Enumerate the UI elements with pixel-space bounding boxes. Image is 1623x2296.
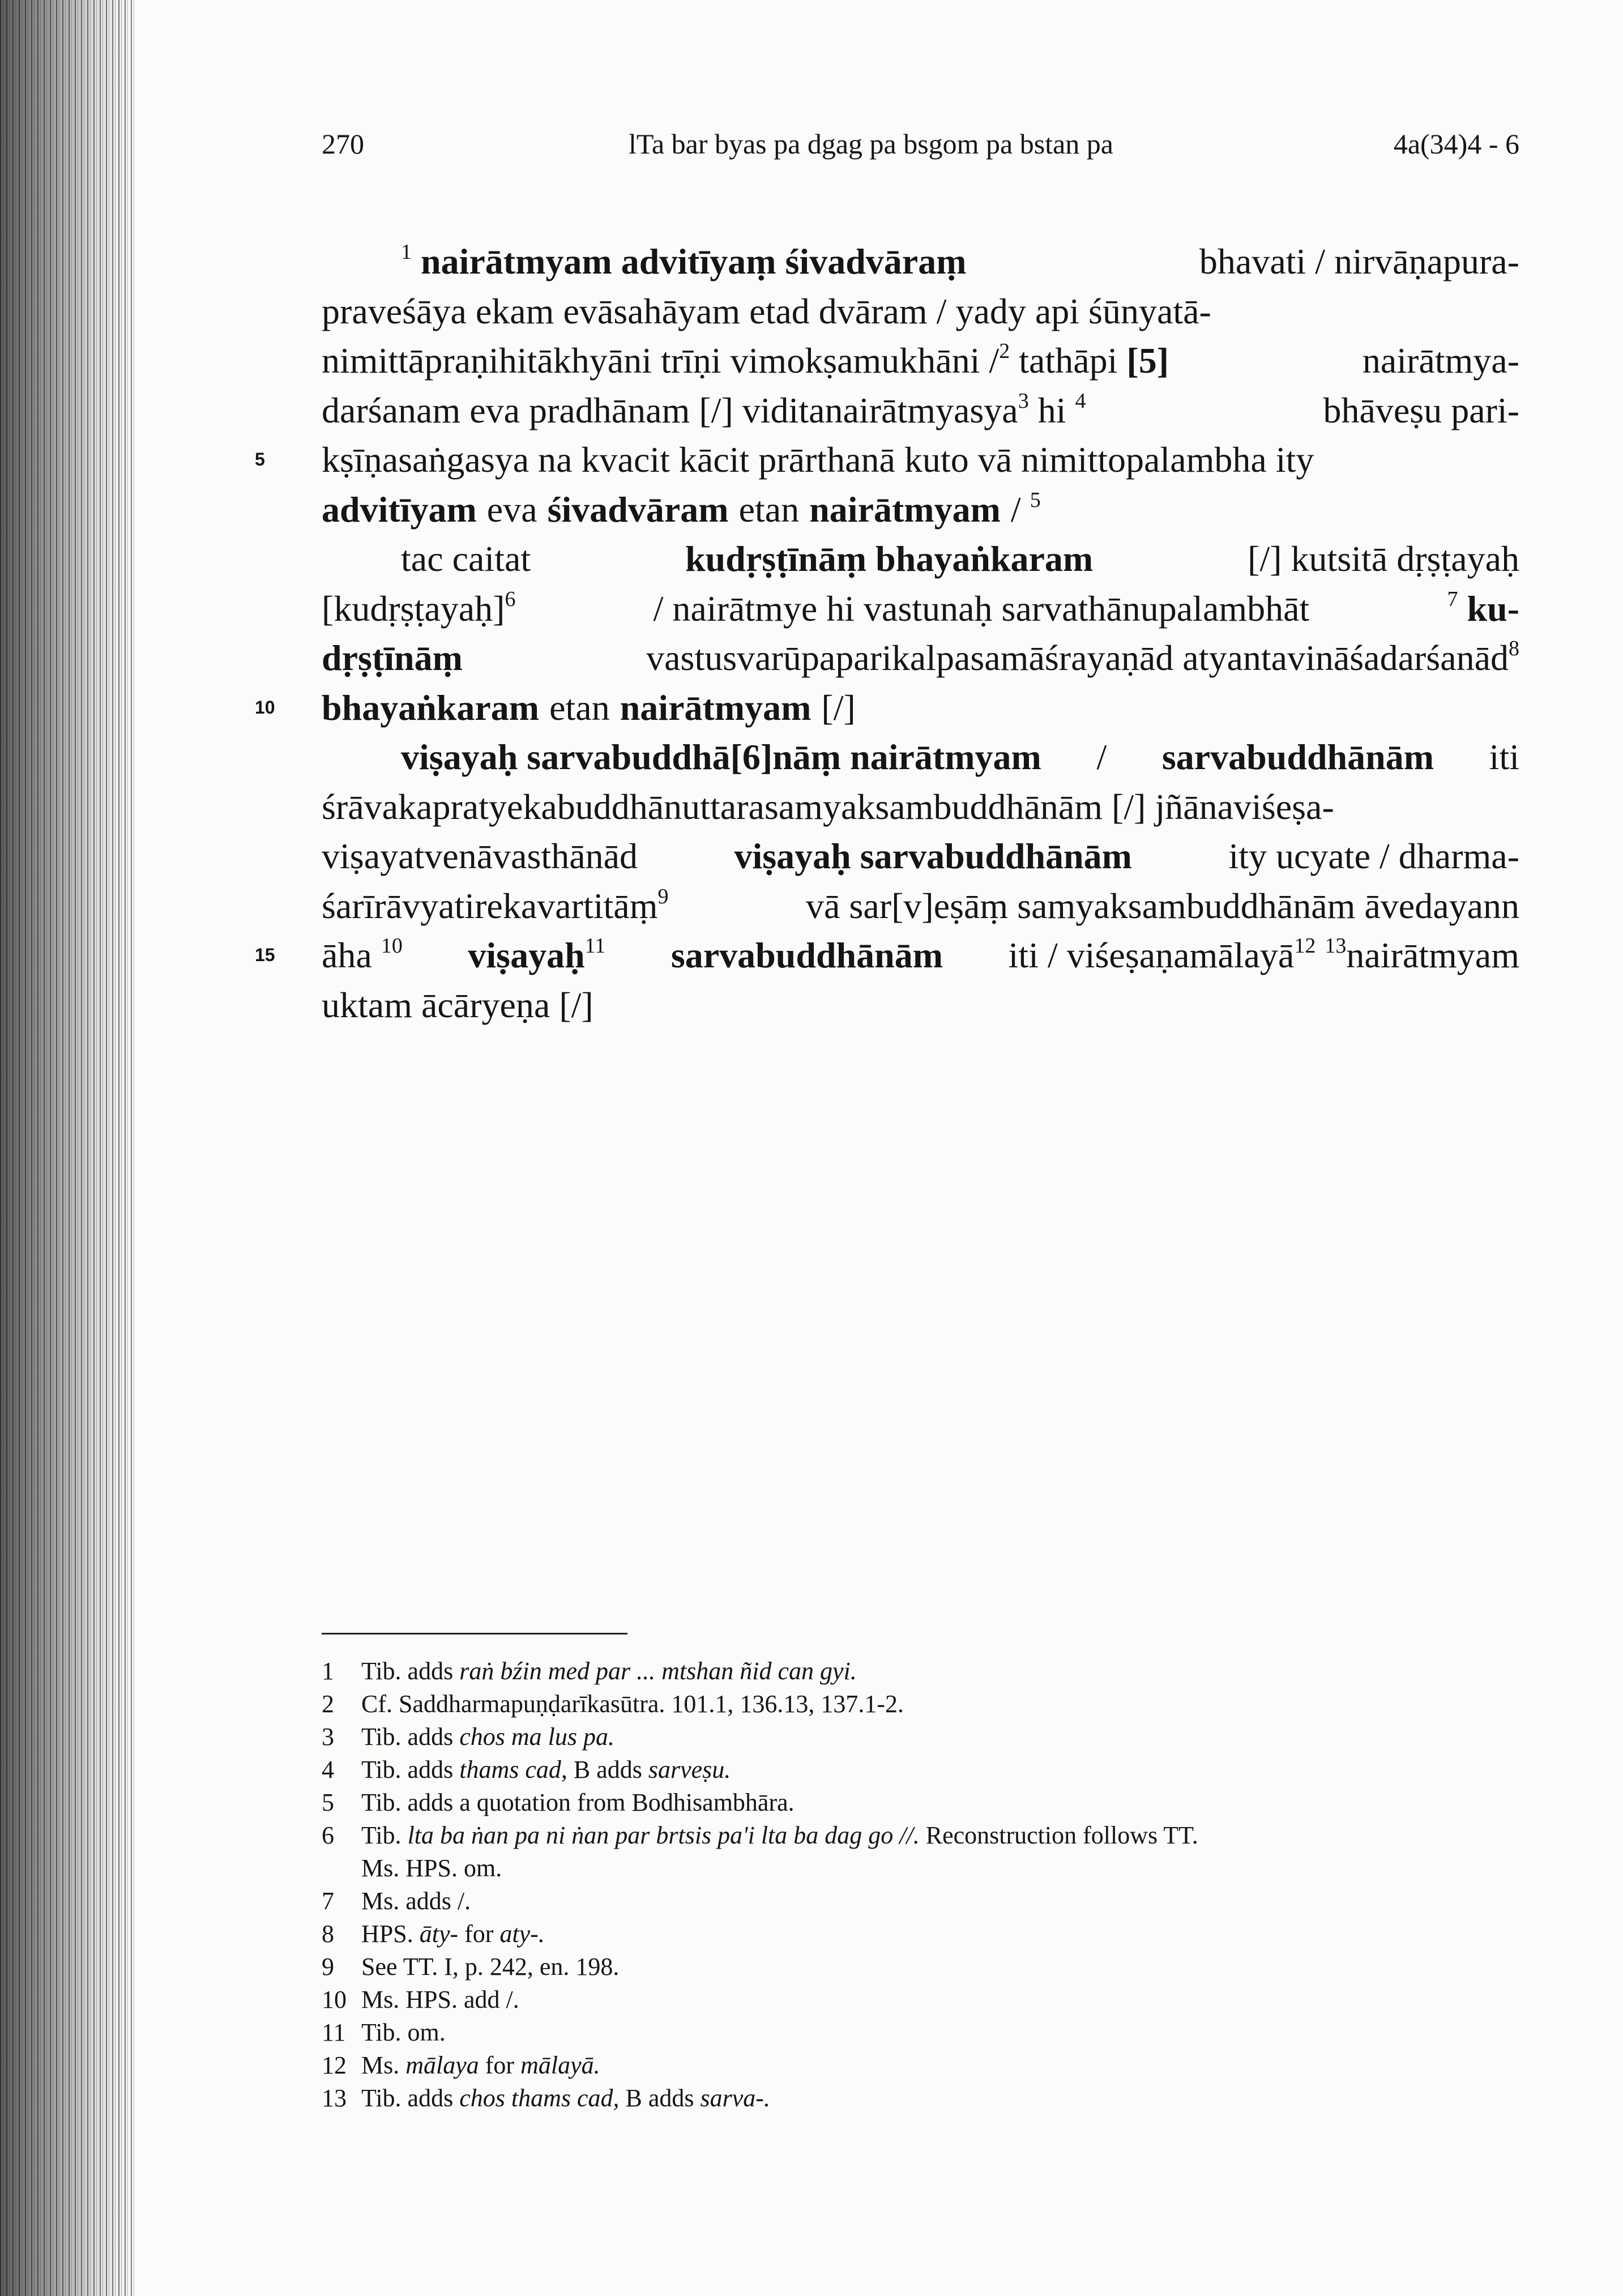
footnote: 10 Ms. HPS. add /. bbox=[322, 1986, 519, 2013]
folio-reference: 4a(34)4 - 6 bbox=[1393, 128, 1519, 160]
footnote: 5 Tib. adds a quotation from Bodhisambhāra. bbox=[322, 1789, 795, 1816]
text-line: viṣayatvenāvasthānād viṣayaḥ sarvabuddhānām ity ucyate / dharma- bbox=[322, 836, 1519, 876]
text-line: śrāvakapratyekabuddhānuttarasamyaksambuddhānām [/] jñānaviśeṣa- bbox=[322, 786, 1334, 827]
footnote: 7 Ms. adds /. bbox=[322, 1887, 471, 1915]
footnote-divider bbox=[322, 1633, 627, 1634]
text-line: nimittāpraṇihitākhyāni trīṇi vimokṣamukhāni /$^2$ tathāpi [5] nairātmya- bbox=[322, 339, 1519, 381]
text-line: $^1$ nairātmyam advitīyaṃ śivadvāraṃ bhavati / nirvāṇapura- bbox=[401, 240, 1519, 281]
text-line: praveśāya ekam evāsahāyam etad dvāram / yady api śūnyatā- bbox=[322, 291, 1211, 331]
footnote: 12 Ms. mālaya for mālayā. bbox=[322, 2051, 600, 2079]
text-line: 10 bhayaṅkaram etan nairātmyam [/] bbox=[322, 683, 1519, 733]
text-line: 15 āha $^{10}$ viṣayaḥ$^{11}$ sarvabuddhānām iti / viśeṣaṇamālayā$^{12}$ $^{13}$nairātmyam bbox=[322, 931, 1519, 980]
text-line: uktam ācāryeṇa [/] bbox=[322, 984, 593, 1025]
text-line: 5 kṣīṇasaṅgasya na kvacit kācit prārthanā kuto vā nimittopalambha ity bbox=[322, 435, 1519, 485]
footnotes bbox=[322, 1655, 1519, 2115]
footnote: 4 Tib. adds thams cad, B adds sarveṣu. bbox=[322, 1756, 731, 1783]
running-title: lTa bar byas pa dgag pa bsgom pa bstan pa bbox=[629, 128, 1113, 160]
page-number: 270 bbox=[322, 128, 364, 160]
text-line: darśanam eva pradhānam [/] viditanairātmyasya$^3$ hi $^4$ bhāveṣu pari- bbox=[322, 389, 1519, 430]
text-line: tac caitat kudṛṣṭīnāṃ bhayaṅkaram [/] kutsitā dṛṣṭayaḥ bbox=[401, 539, 1519, 579]
running-header bbox=[322, 127, 1519, 167]
footnote: 3 Tib. adds chos ma lus pa. bbox=[322, 1723, 614, 1751]
text-line: [kudṛṣṭayaḥ]$^6$ / nairātmye hi vastunaḥ sarvathānupalambhāt $^7$ ku- bbox=[322, 587, 1519, 629]
line-number: 5 bbox=[255, 449, 265, 470]
footnote: 9 See TT. I, p. 242, en. 198. bbox=[322, 1953, 620, 1981]
text-line: śarīrāvyatirekavartitāṃ$^9$ vā sar[v]eṣāṃ samyaksambuddhānām āvedayann bbox=[322, 884, 1519, 926]
line-number: 15 bbox=[255, 945, 275, 965]
footnote: 11 Tib. om. bbox=[322, 2018, 446, 2046]
text-line: advitīyam eva śivadvāram etan nairātmyam / $^5$ bbox=[322, 488, 1041, 530]
footnote: 13 Tib. adds chos thams cad, B adds sarva-. bbox=[322, 2084, 770, 2112]
text-line: dṛṣṭīnāṃ vastusvarūpaparikalpasamāśrayaṇād atyantavināśadarśanād$^8$ bbox=[322, 637, 1519, 678]
main-text bbox=[255, 237, 1519, 1030]
text-line: viṣayaḥ sarvabuddhā[6]nāṃ nairātmyam / sarvabuddhānām iti bbox=[401, 737, 1519, 777]
book-page-edge bbox=[0, 0, 136, 2296]
footnote: 1 Tib. adds raṅ bźin med par ... mtshan ñid can gyi. bbox=[322, 1657, 857, 1685]
footnote: 2 Cf. Saddharmapuṇḍarīkasūtra. 101.1, 136.13, 137.1-2. bbox=[322, 1690, 904, 1718]
line-number: 10 bbox=[255, 697, 275, 718]
footnote: 6 Tib. lta ba ṅan pa ni ṅan par brtsis pa'i lta ba dag go //. Reconstruction follows TT. Ms. HPS. om. bbox=[322, 1821, 1198, 1882]
footnote: 8 HPS. āty- for aty-. bbox=[322, 1920, 545, 1948]
